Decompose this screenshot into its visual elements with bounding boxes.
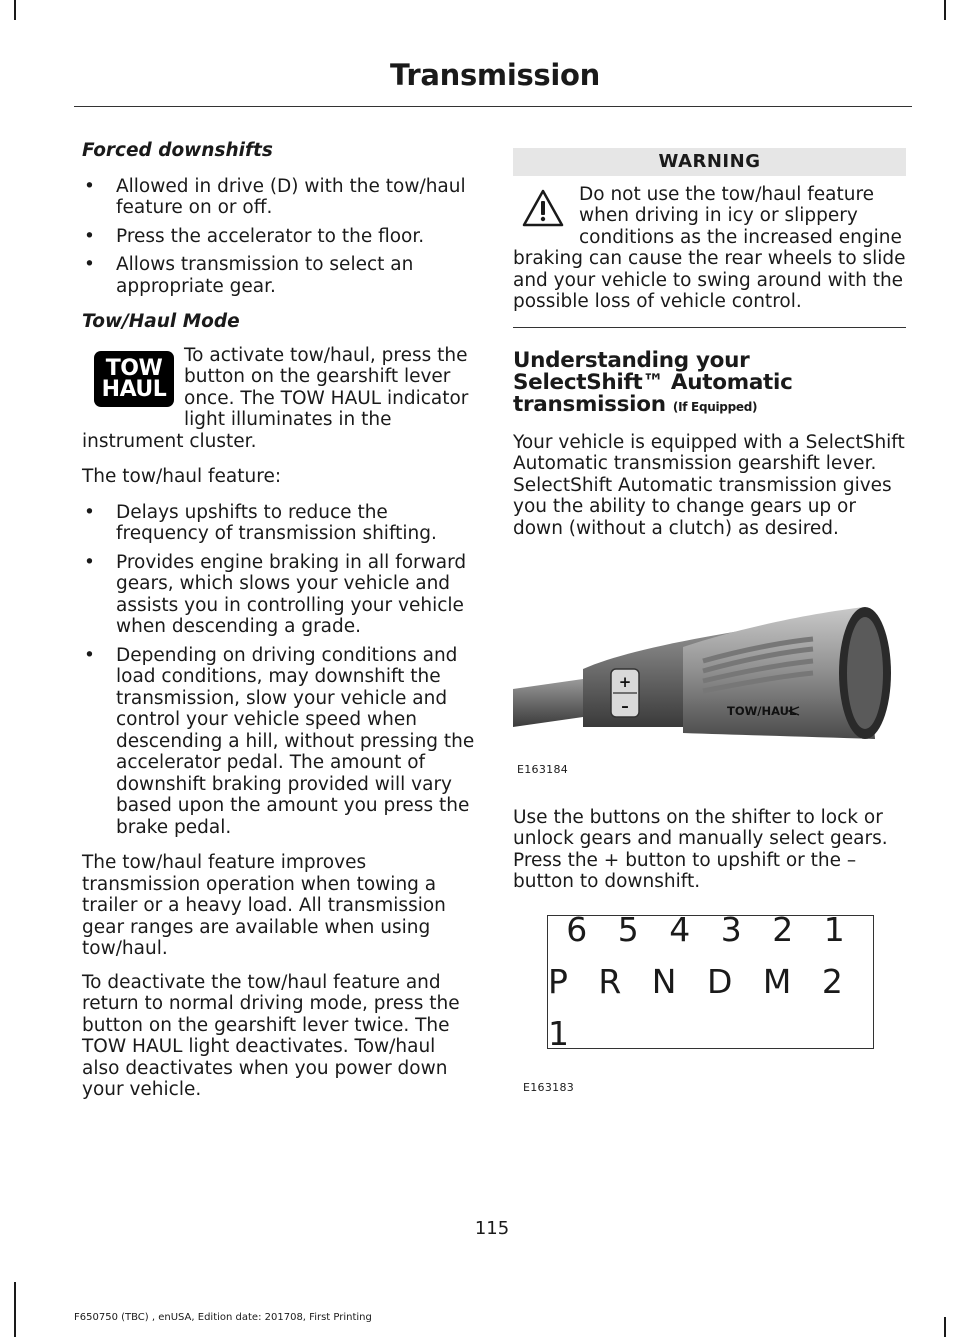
figure-caption: E163184 <box>517 763 569 776</box>
warning-box <box>513 184 906 313</box>
tow-haul-deactivate-paragraph: To deactivate the tow/haul feature and return to normal driving mode, press the button on the gearshift lever twice. The TOW HAUL light deactivates. Tow/haul also deactivates when you power down your vehicle. <box>82 971 460 1100</box>
gear-display-diagram <box>547 909 874 1053</box>
list-item: • Delays upshifts to reduce the frequency of transmission shifting. <box>84 501 437 544</box>
warning-heading: WARNING <box>513 148 906 176</box>
warning-triangle-icon <box>521 188 565 228</box>
selectshift-intro: Your vehicle is equipped with a SelectShift Automatic transmission gearshift lever. SelectShift Automatic transmission gives you the ability to change gears up or down (without a clutch) as desired. <box>513 431 905 539</box>
tow-haul-improves-paragraph: The tow/haul feature improves transmission operation when towing a trailer or a heavy load. All transmission gear ranges are available when using tow/haul. <box>82 852 446 959</box>
tow-haul-icon: TOW HAUL <box>94 351 174 407</box>
downshift-button: – <box>621 697 629 715</box>
edition-footer: F650750 (TBC) , enUSA, Edition date: 201708, First Printing <box>74 1312 372 1323</box>
warning-text: Do not use the tow/haul feature when driving in icy or slippery conditions as the increased engine braking can cause the rear wheels to slide and your vehicle to swing around with the possible loss of vehicle control. <box>513 183 906 312</box>
feature-intro: The tow/haul feature: <box>82 466 282 487</box>
tow-haul-heading: Tow/Haul Mode <box>82 311 240 332</box>
list-item: • Depending on driving conditions and load conditions, may downshift the transmission, slow your vehicle and control your vehicle speed when descending a hill, without pressing the accelerator pedal. The amount of downshift braking provided will vary based upon the amount you press the brake pedal. <box>84 644 475 838</box>
right-column <box>513 148 906 1098</box>
forced-downshifts-heading: Forced downshifts <box>82 140 273 161</box>
crop-mark <box>944 0 946 20</box>
shifter-buttons-paragraph: Use the buttons on the shifter to lock or unlock gears and manually select gears. Press the + button to upshift or the – button to downshift. <box>513 806 888 892</box>
header-rule <box>74 106 912 107</box>
upshift-button: + <box>618 673 632 691</box>
forced-downshifts-list <box>82 176 476 298</box>
crop-mark <box>944 1317 946 1337</box>
list-item: • Allowed in drive (D) with the tow/haul feature on or off. <box>84 175 466 218</box>
tow-haul-lever-label: TOW/HAUL <box>727 704 797 718</box>
crop-mark <box>14 1282 16 1337</box>
list-item: • Provides engine braking in all forward gears, which slows your vehicle and assists you in controlling your vehicle when descending a grade. <box>84 551 467 637</box>
page-title: Transmission <box>390 58 600 92</box>
gearshift-lever-illustration <box>513 577 906 757</box>
feature-list <box>82 502 476 839</box>
gear-position-row: P R N D M 2 1 <box>548 961 853 1053</box>
selectshift-heading: Understanding your SelectShift™ Automatic transmission (If Equipped) <box>513 347 793 417</box>
figure-caption: E163183 <box>523 1080 575 1094</box>
page-number: 115 <box>474 1218 510 1239</box>
gear-number-row: 6 5 4 3 2 1 <box>566 909 855 949</box>
list-item: • Press the accelerator to the floor. <box>84 225 425 247</box>
crop-mark <box>14 0 16 20</box>
tow-haul-intro: TOW HAUL To activate tow/haul, press the button on the gearshift lever once. The TOW HAUL indicator light illuminates in the instrument cluster. <box>82 344 469 452</box>
if-equipped-label: (If Equipped) <box>672 399 758 414</box>
left-column <box>82 140 476 1113</box>
list-item: • Allows transmission to select an appropriate gear. <box>84 254 414 297</box>
warning-rule <box>513 327 906 328</box>
